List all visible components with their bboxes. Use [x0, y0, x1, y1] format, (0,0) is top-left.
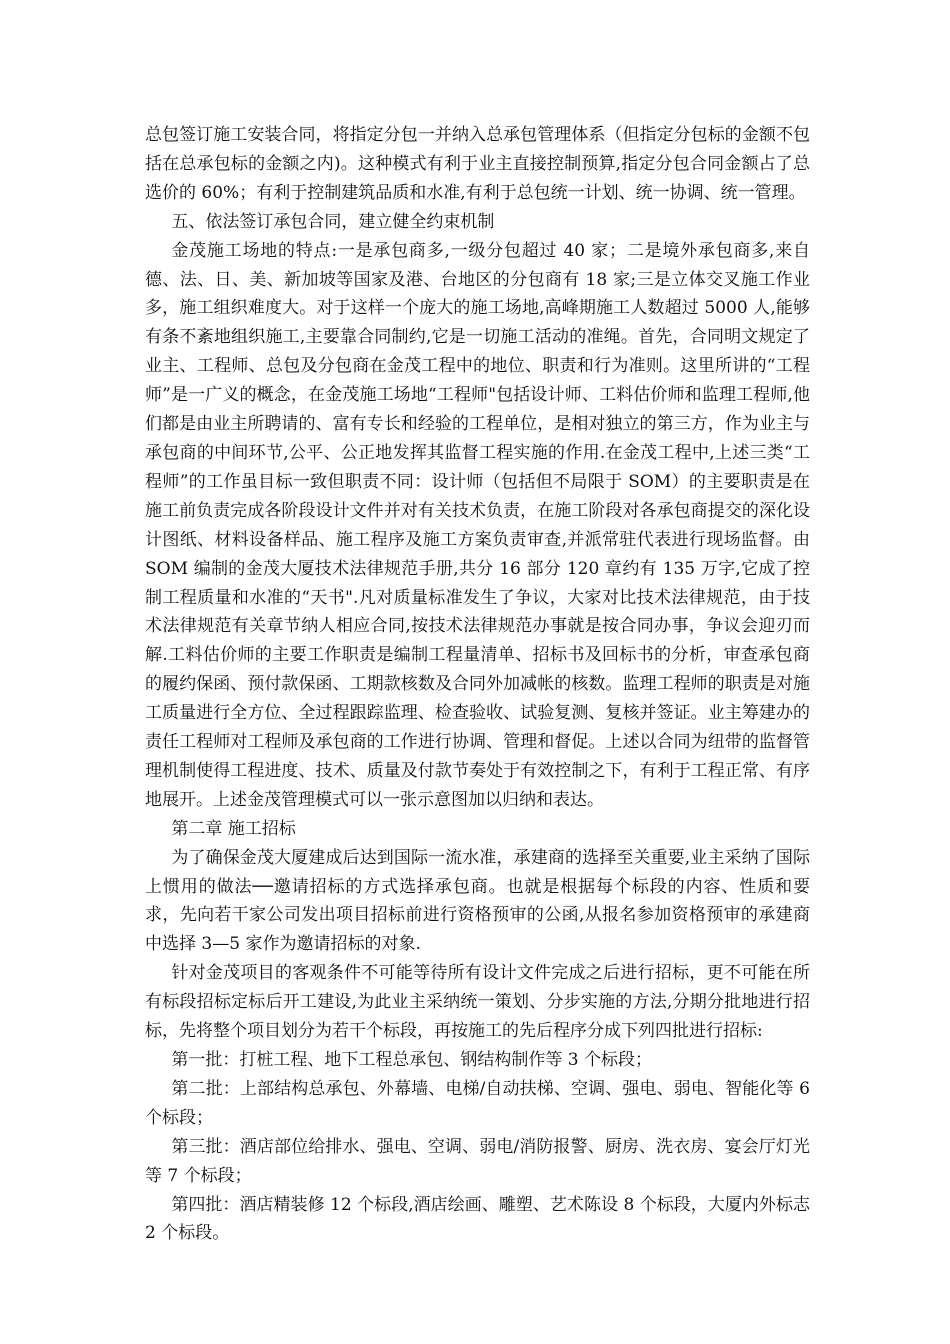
paragraph-contract-mode: 总包签订施工安装合同，将指定分包一并纳入总承包管理体系（但指定分包标的金额不包括在总承包标的金额之内)。这种模式有利于业主直接控制预算,指定分包合同金额占了总选价的 60%；有利于控制建筑品质和水准,有利于总包统一计划、统一协调、统一管理。: [145, 125, 810, 203]
paragraph-invited-tender: 为了确保金茂大厦建成后达到国际一流水准，承建商的选择至关重要,业主采纳了国际上惯用的做法──邀请招标的方式选择承包商。也就是根据每个标段的内容、性质和要求，先向若干家公司发出项目招标前进行资格预审的公函,从报名参加资格预审的承建商中选择 3—5 家作为邀请招标的对象.: [145, 847, 810, 955]
chapter-heading-tendering: 第二章 施工招标: [171, 818, 296, 839]
paragraph-site-features: 金茂施工场地的特点:一是承包商多,一级分包超过 40 家；二是境外承包商多,来自德、法、日、美、新加坡等国家及港、台地区的分包商有 18 家;三是立体交叉施工作业多，施工组织难度大。对于这样一个庞大的施工场地,高峰期施工人数超过 5000 人,能够有条不紊地组织施工,主要靠合同制约,它是一切施工活动的准绳。首先，合同明文规定了业主、工程师、总包及分包商在金茂工程中的地位、职责和行为准则。这里所讲的“工程师”是一广义的概念，在金茂施工场地“工程师"包括设计师、工料估价师和监理工程师,他们都是由业主所聘请的、富有专长和经验的工程单位，是相对独立的第三方，作为业主与承包商的中间环节,公平、公正地发挥其监督工程实施的作用.在金茂工程中,上述三类“工程师”的工作虽目标一致但职责不同：设计师（包括但不局限于 SOM）的主要职责是在施工前负责完成各阶段设计文件并对有关技术负责，在施工阶段对各承包商提交的深化设计图纸、材料设备样品、施工程序及施工方案负责审查,并派常驻代表进行现场监督。由 SOM 编制的金茂大厦技术法律规范手册,共分 16 部分 120 章约有 135 万字,它成了控制工程质量和水准的“天书".凡对质量标准发生了争议，大家对比技术法律规范，由于技术法律规范有关章节纳人相应合同,按技术法律规范办事就是按合同办事，争议会迎刃而解.工料估价师的主要工作职责是编制工程量清单、招标书及回标书的分析，审查承包商的履约保函、预付款保函、工期款核数及合同外加减帐的核数。监理工程师的职责是对施工质量进行全方位、全过程跟踪监理、检查验收、试验复测、复核并签证。业主筹建办的责任工程师对工程师及承包商的工作进行协调、管理和督促。上述以合同为纽带的监督管理机制使得工程进度、技术、质量及付款节奏处于有效控制之下，有利于工程正常、有序地展开。上述金茂管理模式可以一张示意图加以归纳和表达。: [145, 240, 810, 810]
list-item-batch-4: 第四批：酒店精装修 12 个标段,酒店绘画、雕塑、艺术陈设 8 个标段，大厦内外标志 2 个标段。: [145, 1194, 810, 1244]
list-item-batch-2: 第二批：上部结构总承包、外幕墙、电梯/自动扶梯、空调、强电、弱电、智能化等 6 个标段；: [145, 1078, 810, 1128]
list-item-batch-3: 第三批：酒店部位给排水、强电、空调、弱电/消防报警、厨房、洗衣房、宴会厅灯光等 7 个标段；: [145, 1136, 810, 1186]
list-item-batch-1: 第一批：打桩工程、地下工程总承包、钢结构制作等 3 个标段；: [171, 1050, 652, 1070]
section-heading-contracts: 五、依法签订承包合同，建立健全约束机制: [171, 211, 495, 232]
paragraph-phased-tender: 针对金茂项目的客观条件不可能等待所有设计文件完成之后进行招标，更不可能在所有标段招标定标后开工建设,为此业主采纳统一策划、分步实施的方法,分期分批地进行招标，先将整个项目划分为若干个标段，再按施工的先后程序分成下列四批进行招标:: [145, 963, 810, 1042]
document-page: [145, 121, 810, 1248]
